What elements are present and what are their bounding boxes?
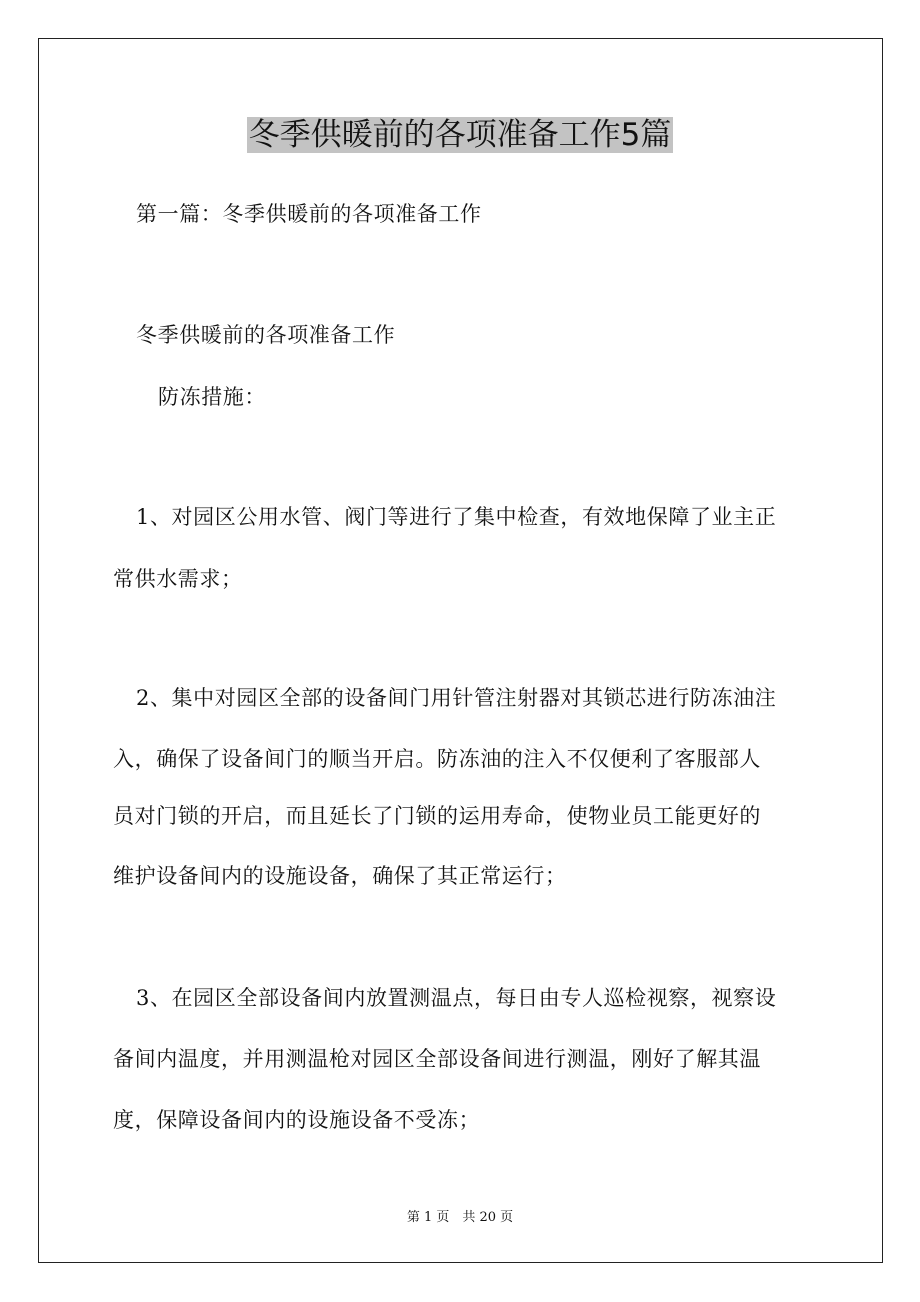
paragraph-1-line: 1、对园区公用水管、阀门等进行了集中检查，有效地保障了业主正	[136, 505, 777, 529]
paragraph-3-line: 度，保障设备间内的设施设备不受冻；	[113, 1108, 481, 1132]
paragraph-2-line: 员对门锁的开启，而且延长了门锁的运用寿命，使物业员工能更好的	[113, 804, 761, 828]
subheading: 防冻措施：	[158, 385, 266, 409]
document-title	[0, 112, 920, 158]
page-number-footer: 第 1 页 共 20 页	[406, 1210, 514, 1225]
section-heading: 第一篇：冬季供暖前的各项准备工作	[136, 202, 482, 226]
title-text: 冬季供暖前的各项准备工作5篇	[248, 117, 672, 153]
paragraph-2-line: 2、集中对园区全部的设备间门用针管注射器对其锁芯进行防冻油注	[136, 686, 777, 710]
paragraph-2-line: 入，确保了设备间门的顺当开启。防冻油的注入不仅便利了客服部人	[113, 747, 761, 771]
paragraph-3-line: 3、在园区全部设备间内放置测温点，每日由专人巡检视察，视察设	[136, 986, 777, 1010]
paragraph-2-line: 维护设备间内的设施设备，确保了其正常运行；	[113, 864, 567, 888]
paragraph-3-line: 备间内温度，并用测温枪对园区全部设备间进行测温，刚好了解其温	[113, 1047, 761, 1071]
paragraph-1-line: 常供水需求；	[113, 567, 243, 591]
subtitle: 冬季供暖前的各项准备工作	[136, 323, 396, 347]
